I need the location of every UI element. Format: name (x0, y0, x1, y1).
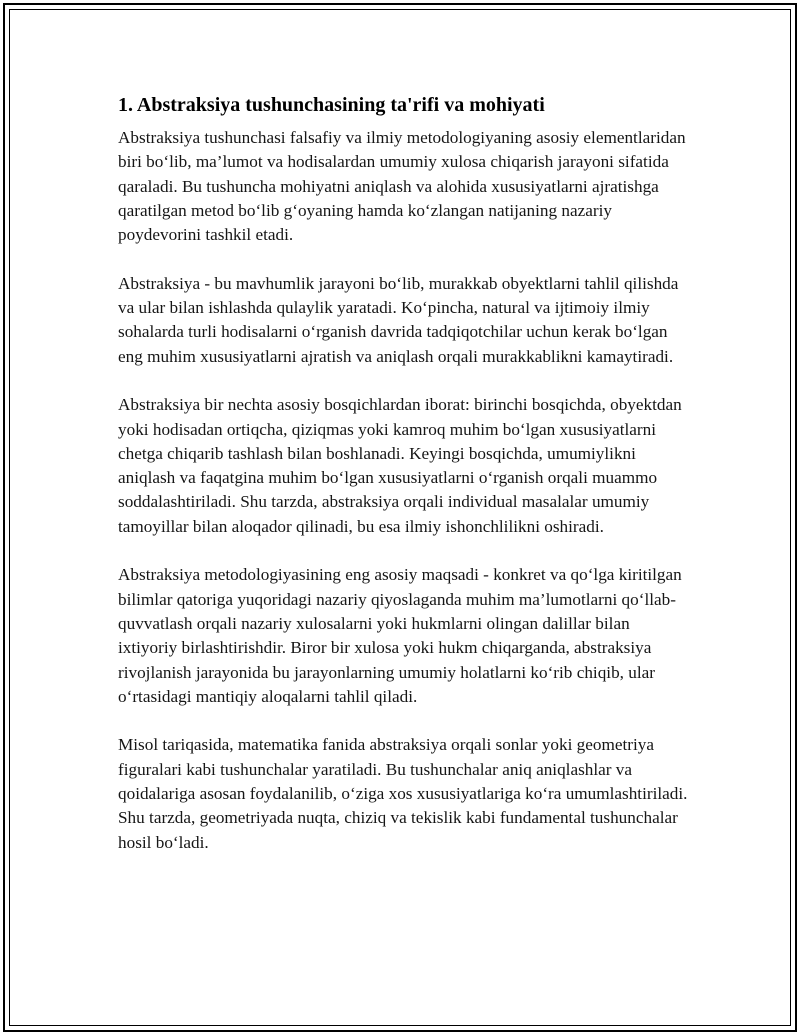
paragraph-3: Abstraksiya bir nechta asosiy bosqichlardan iborat: birinchi bosqichda, obyektdan yoki hodisadan ortiqcha, qiziqmas yoki kamroq muhim bo‘lgan xususiyatlarni chetga chiqarib tashlash bilan boshlanadi. Keyingi bosqichda, umumiylikni aniqlash va faqatgina muhim bo‘lgan xususiyatlarni o‘rganish orqali muammo soddalashtiriladi. Shu tarzda, abstraksiya orqali individual masalalar umumiy tamoyillar bilan aloqador qilinadi, bu esa ilmiy ishonchlilikni oshiradi. (118, 395, 682, 536)
paragraph-5: Misol tariqasida, matematika fanida abstraksiya orqali sonlar yoki geometriya figuralari kabi tushunchalar yaratiladi. Bu tushunchalar aniq aniqlashlar va qoidalariga asosan foydalanilib, o‘ziga xos xususiyatlariga ko‘ra umumlashtiriladi. Shu tarzda, geometriyada nuqta, chiziq va tekislik kabi fundamental tushunchalar hosil bo‘ladi. (118, 735, 688, 852)
document-body (118, 92, 693, 879)
paragraph-1: Abstraksiya tushunchasi falsafiy va ilmiy metodologiyaning asosiy elementlaridan biri bo‘lib, ma’lumot va hodisalardan umumiy xulosa chiqarish jarayoni sifatida qaraladi. Bu tushuncha mohiyatni aniqlash va alohida xususiyatlarni ajratishga qaratilgan metod bo‘lib g‘oyaning hamda ko‘zlangan natijaning nazariy poydevorini tashkil etadi. (118, 128, 686, 245)
paragraph-2: Abstraksiya - bu mavhumlik jarayoni bo‘lib, murakkab obyektlarni tahlil qilishda va ular bilan ishlashda qulaylik yaratadi. Ko‘pincha, natural va ijtimoiy ilmiy sohalarda turli hodisalarni o‘rganish davrida tadqiqotchilar uchun kerak bo‘lgan eng muhim xususiyatlarni ajratish va aniqlash orqali murakkablikni kamaytiradi. (118, 273, 679, 366)
paragraph-4: Abstraksiya metodologiyasining eng asosiy maqsadi - konkret va qo‘lga kiritilgan bilimlar qatoriga yuqoridagi nazariy qiyoslaganda muhim ma’lumotlarni qo‘llab-quvvatlash orqali nazariy xulosalarni yoki hukmlarni olingan dalillar bilan ixtiyoriy birlashtirishdir. Biror bir xulosa yoki hukm chiqarganda, abstraksiya rivojlanish jarayonida bu jarayonlarning umumiy holatlarni ko‘rib chiqib, ular o‘rtasidagi mantiqiy aloqalarni tahlil qiladi. (118, 565, 682, 706)
section-heading: 1. Abstraksiya tushunchasining ta'rifi va mohiyati (118, 94, 545, 116)
